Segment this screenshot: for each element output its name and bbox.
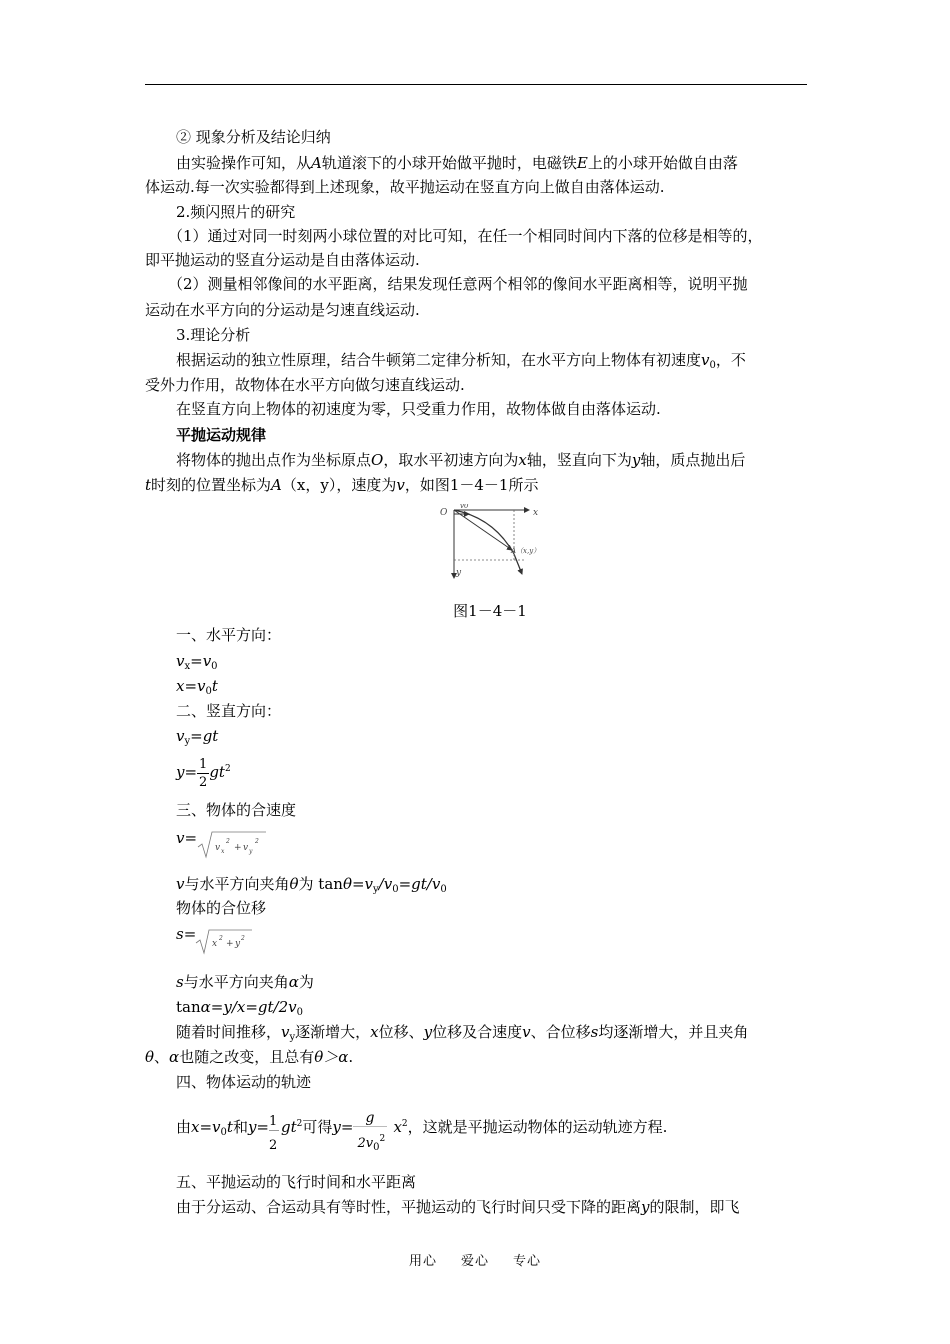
svg-text:2: 2: [255, 838, 259, 845]
section-title: 平抛运动规律: [176, 426, 267, 444]
svg-text:2: 2: [226, 838, 230, 845]
svg-text:2: 2: [241, 935, 245, 942]
paragraph: 随着时间推移，$v_y$逐渐增大，x位移、y位移及合速度v、合位移s均逐渐增大，并且夹角: [176, 1023, 749, 1043]
paragraph: t时刻的位置坐标为A（x，y），速度为v，如图1－4－1所示: [145, 476, 539, 494]
svg-text:+: +: [226, 939, 234, 949]
formula-vx: $v_x=v_0$: [176, 652, 218, 672]
trajectory-curve: [454, 510, 522, 574]
displacement-line: [454, 510, 512, 550]
formula-alpha-label: s与水平方向夹角α为: [176, 973, 314, 991]
footer-text: 爱心: [460, 1254, 489, 1269]
trajectory-equation: 由$x=v_0t$和y= 1 2 $gt^2$可得y= $\frac{g}{2v_0^2}$ $x^2$，这就是平抛运动物体的运动轨迹方程.: [176, 1110, 668, 1153]
v0-label: v0: [460, 504, 469, 510]
svg-text:+: +: [234, 843, 242, 853]
footer-text: 用心: [408, 1254, 437, 1269]
sqrt-x-y: [194, 928, 256, 956]
x-label: x: [533, 508, 539, 518]
svg-text:y: y: [249, 848, 253, 855]
list-heading: 五、平抛运动的飞行时间和水平距离: [176, 1173, 417, 1191]
svg-text:v: v: [243, 843, 249, 853]
footer-text: 专心: [513, 1254, 542, 1269]
formula-v: v= v x 2 + v y 2: [176, 828, 197, 848]
origin-label: O: [440, 508, 448, 518]
section-heading: 2.频闪照片的研究: [176, 203, 296, 221]
header-rule: [145, 84, 807, 85]
paragraph: θ、α也随之改变，且总有θ＞α.: [145, 1048, 354, 1066]
paragraph: 由于分运动、合运动具有等时性，平抛运动的飞行时间只受下降的距离y的限制，即飞: [176, 1198, 740, 1216]
velocity-arrow: [514, 554, 522, 574]
paragraph: （1）通过对同一时刻两小球位置的对比可知，在任一个相同时间内下落的位移是相等的，: [168, 227, 763, 245]
paragraph: 由实验操作可知，从A轨道滚下的小球开始做平抛时，电磁铁E上的小球开始做自由落: [176, 154, 738, 172]
svg-text:x: x: [212, 939, 218, 949]
svg-text:x: x: [221, 848, 225, 855]
y-label: y: [456, 568, 462, 578]
sqrt-vx-vy: [196, 830, 268, 860]
formula-vy: $v_y=gt$: [176, 727, 219, 747]
formula-s: s= x 2 + y 2: [176, 924, 196, 944]
paragraph: 将物体的抛出点作为坐标原点O，取水平初速方向为x轴，竖直向下为y轴，质点抛出后: [176, 451, 746, 469]
point-a-label: A（x,y）: [511, 547, 541, 555]
paragraph: 根据运动的独立性原理，结合牛顿第二定律分析知，在水平方向上物体有初速度$v_0$，不: [176, 351, 746, 371]
paragraph: 体运动.每一次实验都得到上述现象，故平抛运动在竖直方向上做自由落体运动.: [145, 178, 665, 196]
formula-x: $x=v_0t$: [176, 677, 218, 697]
figure-caption: 图1－4－1: [453, 602, 527, 620]
paragraph: 运动在水平方向的分运动是匀速直线运动.: [145, 301, 420, 319]
formula-y: y= $\frac{1}{2}$ $gt^2$: [176, 756, 231, 790]
list-heading: 一、水平方向：: [176, 626, 282, 644]
svg-text:y: y: [235, 939, 241, 949]
list-heading: 二、竖直方向：: [176, 702, 282, 720]
formula-alpha: $\tan\alpha=y/x=gt/2v_0$: [176, 998, 303, 1018]
paragraph: （2）测量相邻像间的水平距离，结果发现任意两个相邻的像间水平距离相等，说明平抛: [168, 275, 748, 293]
paragraph: 在竖直方向上物体的初速度为零，只受重力作用，故物体做自由落体运动.: [176, 400, 661, 418]
paragraph: 即平抛运动的竖直分运动是自由落体运动.: [145, 251, 420, 269]
paragraph: ② 现象分析及结论归纳: [176, 128, 331, 146]
list-heading: 四、物体运动的轨迹: [176, 1073, 312, 1091]
list-heading: 三、物体的合速度: [176, 801, 297, 819]
list-heading: 物体的合位移: [176, 899, 267, 917]
paragraph: 受外力作用，故物体在水平方向做匀速直线运动.: [145, 376, 465, 394]
svg-text:v: v: [215, 843, 221, 853]
projectile-figure: [436, 504, 548, 584]
page-footer: [0, 1250, 950, 1269]
svg-text:2: 2: [219, 935, 223, 942]
formula-theta: v与水平方向夹角θ为 $\tan\theta=v_y/v_0=gt/v_0$: [176, 875, 447, 895]
section-heading: 3.理论分析: [176, 326, 251, 344]
